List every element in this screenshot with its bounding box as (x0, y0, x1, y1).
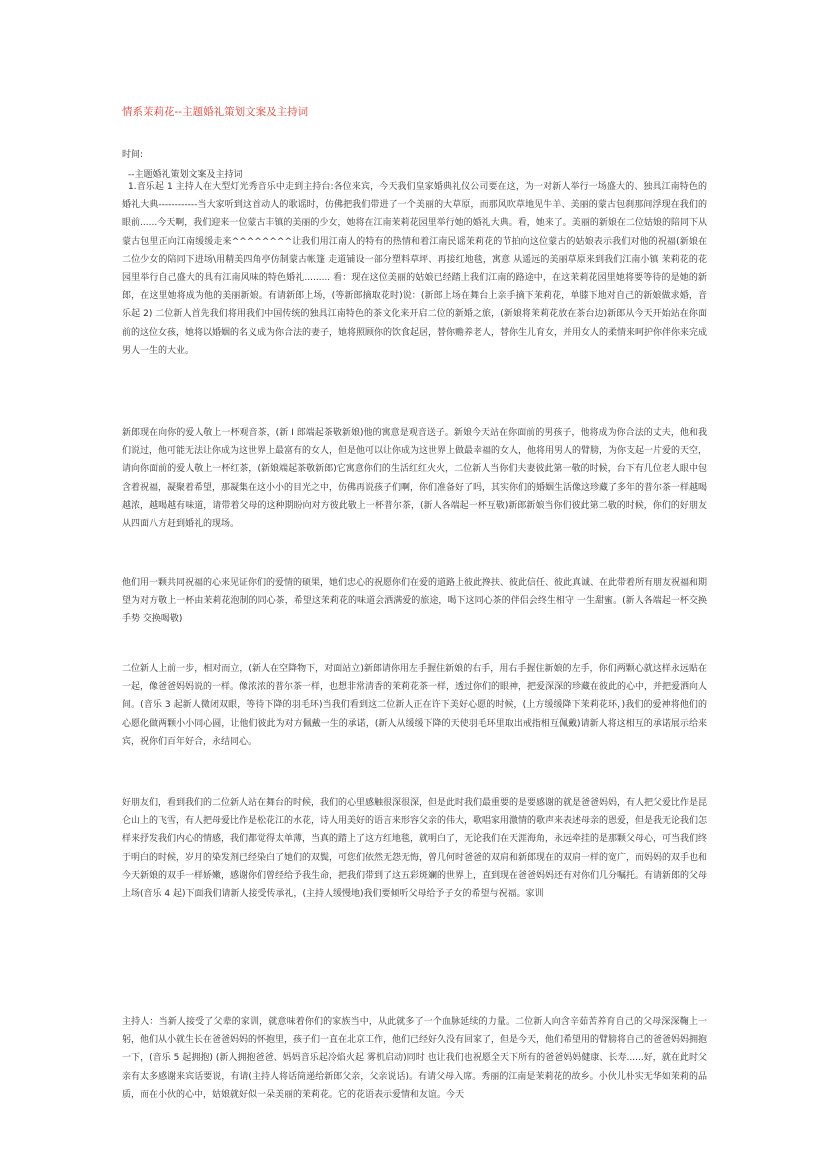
paragraph-2: 新郎现在向你的爱人敬上一杯观音茶，(新 I 郎端起茶敬新娘)他的寓意是观音送子。新娘今天站在你面前的男孩子，他将成为你合法的丈夫，他和我们说过，他可能无法让你成为这世界上最富有的女人，但是他可以让你成为这世界上做最幸福的女人，他将用男人的臂膀，为你支起一片爱的天空，请向你面前的爱人敬上一杯红茶，(新娘端起茶敬新郎)它寓意你们的生活红红火火，二位新人当你们夫妻彼此第一敬的时候，台下有几位老人眼中包含着祝福，凝聚着希望，那凝集在这小小的目光之中，仿佛再说孩子们啊，你们准备好了吗，其实你们的婚姻生活像这珍藏了多年的普尔茶一样越喝越浓，越喝越有味道，请带着父母的这种期盼向对方彼此敬上一杯普尔茶，(新人各端起一杯互敬)新郎新娘当你们彼此第二敬的时候，你们的好朋友从四面八方赶到婚礼的现场。 (122, 428, 708, 530)
paragraph-6: 主持人：当新人接受了父辈的家训，就意味着你们的家族当中，从此就多了一个血脉延续的力量。二位新人向含辛茹苦养育自己的父母深深鞠上一躬，他们从小就生长在爸爸妈妈的怀抱里，孩子们一直在北京工作，他们已经好久没有回家了，但是今天，他们希望用的臂膀将自己的爸爸妈妈拥抱一下，(音乐 5 起拥抱) (新人拥抱爸爸、妈妈音乐起冷焰火起 雾机启动)同时 也让我们也祝愿全天下所有的爸爸妈妈健康、长寿......好，就在此时父亲有太多感谢来宾话要说，有请(主持人将话筒递给新郎父亲，父亲说话)。有请父母入席。秀丽的江南是茉莉花的故乡。小伙儿朴实无华如茉莉的品质，而在小伙的心中，姑娘就好似一朵美丽的茉莉花。它的花语表示爱情和友谊。今天 (122, 1017, 708, 1100)
time-label: 时间: (122, 150, 144, 160)
document-title: 情系茉莉花--主题婚礼策划文案及主持词 (122, 106, 309, 118)
document-subtitle: --主题婚礼策划文案及主持词 (128, 170, 243, 180)
paragraph-1: 1.音乐起 1 主持人在大型灯光秀音乐中走到主持台:各位来宾，今天我们皇家婚典礼仪公司要在这，为一对新人举行一场盛大的、独具江南特色的婚礼大典------------当大家听到这首动人的歌谣时，仿佛把我们带进了一个美丽的大草原，而那风吹草地见牛羊、美丽的蒙古包刹那间浮现在我们的眼前......今天啊，我们迎来一位蒙古丰镇的美丽的少女，她将在江南茉莉花园里举行她的婚礼大典。看，她来了。美丽的新娘在二位姑娘的陪同下从蒙古包里正向江南缓缓走来^^^^^^^^让我们用江南人的特有的热情和着江南民谣茉莉花的节拍向这位蒙古的姑娘表示我们对他的祝福(新娘在二位少女的陪同下进场\用精美四角亭仿制蒙古帐篷 走道铺设一部分塑料草坪、再接红地毯，寓意 从遥远的美丽草原来到我们江南小镇 茉莉花的花园里举行自己盛大的具有江南风味的特色婚礼......... 看：现在这位美丽的姑娘已经踏上我们江南的路途中，在这茉莉花园里她将要等待的是她的新郎，在这里她将成为他的美丽新娘。有请新郎上场，(等新郎摘取花时)说：(新郎上场在舞台上亲手摘下茉莉花，单膝下地对自己的新娘做求婚，音乐起 2) 二位新人首先我们将用我们中国传统的独具江南特色的茶文化来开启二位的新婚之旅，(新娘将茉莉花放在茶台边)新郎从今天开始站在你面前的这位女孩，她将以婚姻的名义成为你合法的妻子，她将照顾你的饮食起居，替你赡养老人，替你生儿育女，并用女人的柔情来呵护你伴你来完成男人一生的大业。 (122, 182, 708, 356)
paragraph-5: 好朋友们，看到我们的二位新人站在舞台的时候，我们的心里感触很深很深，但是此时我们最重要的是要感谢的就是爸爸妈妈，有人把父爱比作是昆仑山上的飞雪，有人把母爱比作是松花江的水花，诗人用美好的语言来形容父亲的伟大，歌唱家用激情的歌声来表述母亲的恩爱，但是我无论我们怎样来抒发我们内心的情感，我们都觉得太单薄，当真的踏上了这方红地毯，就明白了，无论我们在天涯海角，永远牵挂的是那颗父母心，可当我们终于明白的时候，岁月的染发剂已经染白了她们的双鬓，可您们依然无怨无悔，曾几何时爸爸的双肩和新郎现在的双肩一样的宽广，而妈妈的双手也和今天新娘的双手一样娇嫩，感谢你们曾经给予我生命，把我们带到了这五彩斑斓的世界上，直到现在爸爸妈妈还有对你们几分嘱托。有请新郎的父母上场(音乐 4 起)下面我们请新人接受传承礼，(主持人缓慢地)我们要倾听父母给予子女的希望与祝福。家训 (122, 798, 708, 900)
paragraph-4: 二位新人上前一步，相对而立，(新人在空降物下，对面站立)新郎请你用左手握住新娘的右手，用右手握住新娘的左手，你们两颗心就这样永远贴在一起，像爸爸妈妈说的一样。像浓浓的普尔茶一样，也想非常清香的茉莉花茶一样，透过你们的眼神，把爱深深的珍藏在彼此的心中，并把爱洒向人间。(音乐 3 起新人微闭双眼，等待下降的羽毛环)当我们看到这二位新人正在许下美好心愿的时候，(上方缓缓降下茉莉花环，)我们的爱神将他们的心愿化做两颗小小同心圆，让他们彼此为对方佩戴一生的承诺，(新人从缓缓下降的天使羽毛环里取出戒指相互佩戴)请新人将这相互的承诺展示给来宾，祝你们百年好合，永结同心。 (122, 664, 708, 747)
paragraph-3: 他们用一颗共同祝福的心来见证你们的爱情的硕果，她们忠心的祝愿你们在爱的道路上彼此搀扶、彼此信任、彼此真诚、在此带着所有朋友祝福和期望为对方敬上一杯由茉莉花泡制的同心茶，希望这茉莉花的味道会洒满爱的旅途，喝下这同心茶的伴侣会终生相守 一生甜蜜。(新人各端起一杯交换手势 交换喝敬) (122, 578, 708, 625)
